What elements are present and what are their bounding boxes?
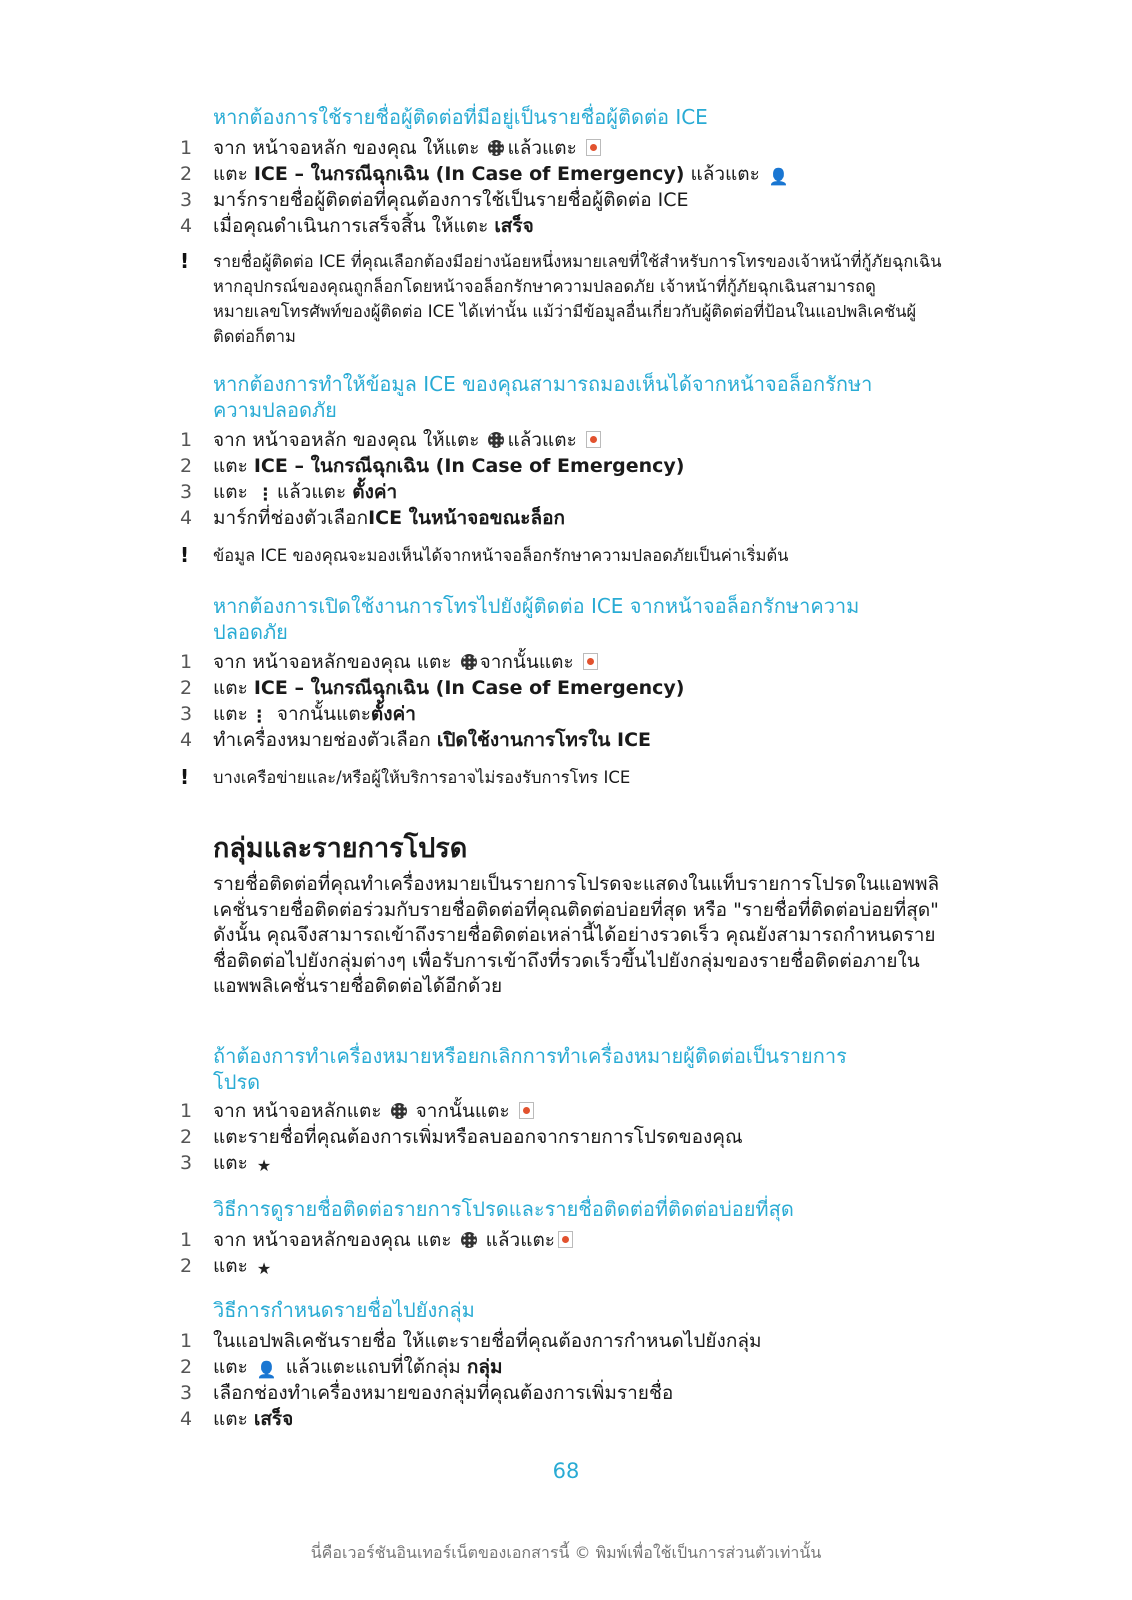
page-number: 68	[552, 1459, 580, 1483]
step-text-bold: ตั้งค่า	[352, 481, 398, 503]
step-text	[213, 727, 651, 753]
step-text-pre: มาร์กที่ช่องตัวเลือก	[213, 507, 369, 529]
step-text-bold: ICE – ในกรณีฉุกเฉิน (In Case of Emergency)	[253, 455, 685, 477]
step-text-bold: เปิดใช้งานการโทรใน ICE	[436, 729, 652, 751]
step-number: 1	[180, 651, 193, 673]
section2-heading	[213, 371, 953, 423]
step-text	[213, 161, 792, 190]
step-number: 2	[180, 677, 193, 699]
step-text-pre: แตะ	[213, 1255, 254, 1277]
warning-icon: !	[180, 543, 190, 567]
favorites-sub2-heading	[213, 1196, 953, 1222]
step-text	[213, 701, 416, 730]
step-text-pre: แตะ	[213, 163, 254, 185]
section1-heading-line1: หากต้องการใช้รายชื่อผู้ติดต่อที่มีอยู่เป็นรายชื่อผู้ติดต่อ ICE	[213, 105, 708, 129]
step-text	[213, 1150, 274, 1179]
step-number: 3	[180, 1152, 193, 1174]
step-text	[213, 1227, 576, 1253]
step-number: 4	[180, 507, 193, 529]
step-text-mid: จากนั้นแตะ	[409, 1100, 516, 1122]
contacts-app-icon	[583, 653, 598, 670]
step-text	[213, 453, 684, 479]
step-text	[213, 505, 565, 531]
favorites-paragraph: รายชื่อติดต่อที่คุณทำเครื่องหมายเป็นรายการโปรดจะแสดงในแท็บรายการโปรดในแอพพลิเคชั่นรายชื่อติดต่อร่วมกับรายชื่อติดต่อที่คุณติดต่อบ่อยที่สุด หรือ "รายชื่อที่ติดต่อบ่อยที่สุด" ดังนั้น คุณจึงสามารถเข้าถึงรายชื่อติดต่อเหล่านี้ได้อย่างรวดเร็ว คุณยังสามารถกำหนดรายชื่อติดต่อไปยังกลุ่มต่างๆ เพื่อรับการเข้าถึงที่รวดเร็วขึ้นไปยังกลุ่มของรายชื่อติดต่อภายในแอพพลิเคชั่นรายชื่อติดต่อได้อีกด้วย	[213, 873, 940, 997]
step-text-pre: แตะ	[213, 455, 254, 477]
sub2-heading-line1: วิธีการดูรายชื่อติดต่อรายการโปรดและรายชื่อติดต่อที่ติดต่อบ่อยที่สุด	[213, 1197, 794, 1221]
step-number: 2	[180, 163, 193, 185]
menu-dots-icon: ⋮	[256, 485, 274, 505]
note-text: บางเครือข่ายและ/หรือผู้ให้บริการอาจไม่รองรับการโทร ICE	[213, 768, 631, 787]
step-text-mid: แล้วแตะ	[479, 1229, 556, 1251]
step-number: 3	[180, 189, 193, 211]
step-number: 4	[180, 215, 193, 237]
sub1-heading-line2: โปรด	[213, 1070, 261, 1094]
section3-heading-line1: หากต้องการเปิดใช้งานการโทรไปยังผู้ติดต่อ ICE จากหน้าจอล็อกรักษาความ	[213, 594, 860, 618]
step-number: 4	[180, 1408, 193, 1430]
step-text-mid: แล้วแตะ	[507, 137, 583, 159]
step-text-mid: จากนั้นแตะ	[270, 703, 371, 725]
star-icon: ★	[256, 1259, 272, 1278]
step-text	[213, 427, 604, 453]
step-text	[213, 479, 397, 508]
step-number: 1	[180, 1100, 193, 1122]
step-number: 1	[180, 137, 193, 159]
step-number: 3	[180, 1382, 193, 1404]
sub1-heading-line1: ถ้าต้องการทำเครื่องหมายหรือยกเลิกการทำเครื่องหมายผู้ติดต่อเป็นรายการ	[213, 1044, 847, 1068]
section2-heading-line1: หากต้องการทำให้ข้อมูล ICE ของคุณสามารถมองเห็นได้จากหน้าจอล็อกรักษา	[213, 372, 873, 396]
step-number: 2	[180, 1255, 193, 1277]
contacts-app-icon	[586, 139, 601, 156]
step-number: 3	[180, 481, 193, 503]
sub3-heading-line1: วิธีการกำหนดรายชื่อไปยังกลุ่ม	[213, 1298, 475, 1322]
step-number: 1	[180, 1229, 193, 1251]
step-text-bold: ICE – ในกรณีฉุกเฉิน (In Case of Emergency)	[253, 677, 685, 699]
menu-dots-icon: ⋮	[250, 707, 268, 727]
step-number: 4	[180, 729, 193, 751]
step-text: เลือกช่องทำเครื่องหมายของกลุ่มที่คุณต้องการเพิ่มรายชื่อ	[213, 1382, 674, 1404]
step-text-pre: จาก หน้าจอหลัก ของคุณ ให้แตะ	[213, 429, 486, 451]
step-text-mid: จากนั้นแตะ	[479, 651, 580, 673]
step-text	[213, 675, 684, 701]
step-number: 1	[180, 1330, 193, 1352]
step-text-pre: จาก หน้าจอหลักของคุณ แตะ	[213, 1229, 458, 1251]
favorites-sub3-heading	[213, 1297, 953, 1323]
step-text-pre: แตะ	[213, 1152, 254, 1174]
step-text	[213, 1406, 293, 1432]
step-text-bold: เสร็จ	[494, 215, 534, 237]
warning-icon: !	[180, 765, 190, 789]
step-text-pre: แตะ	[213, 677, 254, 699]
step-text-pre: เมื่อคุณดำเนินการเสร็จสิ้น ให้แตะ	[213, 215, 495, 237]
step-text-pre: จาก หน้าจอหลักของคุณ แตะ	[213, 651, 458, 673]
add-person-icon: 👤	[768, 167, 789, 186]
contacts-app-icon	[586, 431, 601, 448]
page-footer: นี่คือเวอร์ชันอินเทอร์เน็ตของเอกสารนี้ © พิมพ์เพื่อใช้เป็นการส่วนตัวเท่านั้น	[310, 1543, 822, 1562]
apps-grid-icon	[488, 140, 504, 156]
add-person-icon: 👤	[256, 1360, 277, 1379]
step-text: แตะรายชื่อที่คุณต้องการเพิ่มหรือลบออกจากรายการโปรดของคุณ	[213, 1126, 743, 1148]
warning-icon: !	[180, 249, 190, 273]
step-text-mid: แล้วแตะ	[276, 481, 353, 503]
note-text: รายชื่อผู้ติดต่อ ICE ที่คุณเลือกต้องมีอย่างน้อยหนึ่งหมายเลขที่ใช้สำหรับการโทรของเจ้าหน้าที่กู้ภัยฉุกเฉิน หากอุปกรณ์ของคุณถูกล็อกโดยหน้าจอล็อกรักษาความปลอดภัย เจ้าหน้าที่กู้ภัยฉุกเฉินสามารถดูหมายเลขโทรศัพท์ของผู้ติดต่อ ICE ได้เท่านั้น แม้ว่ามีข้อมูลอื่นเกี่ยวกับผู้ติดต่อที่ป้อนในแอปพลิเคชันผู้ติดต่อก็ตาม	[213, 252, 942, 346]
contacts-app-icon	[558, 1231, 573, 1248]
step-text-pre: แตะ	[213, 481, 254, 503]
step-text-mid: แล้วแตะ	[507, 429, 583, 451]
step-text	[213, 1098, 537, 1124]
apps-grid-icon	[391, 1103, 407, 1119]
step-text: มาร์กรายชื่อผู้ติดต่อที่คุณต้องการใช้เป็นรายชื่อผู้ติดต่อ ICE	[213, 189, 689, 211]
step-text-pre: จาก หน้าจอหลัก ของคุณ ให้แตะ	[213, 137, 486, 159]
contacts-app-icon	[519, 1102, 534, 1119]
step-text	[213, 1354, 503, 1383]
step-text-bold: ตั้งค่า	[370, 703, 416, 725]
step-text-pre: แตะ	[213, 1408, 254, 1430]
step-number: 1	[180, 429, 193, 451]
step-text-pre: ทำเครื่องหมายช่องตัวเลือก	[213, 729, 437, 751]
step-text-pre: จาก หน้าจอหลักแตะ	[213, 1100, 388, 1122]
step-text-bold: ICE – ในกรณีฉุกเฉิน (In Case of Emergency)	[253, 163, 685, 185]
step-text-pre: แตะ	[213, 703, 248, 725]
section3-heading	[213, 593, 953, 645]
step-text-post: แล้วแตะ	[684, 163, 766, 185]
step-number: 3	[180, 703, 193, 725]
star-icon: ★	[256, 1156, 272, 1175]
step-text	[213, 135, 604, 161]
favorites-section-title: กลุ่มและรายการโปรด	[213, 833, 468, 864]
section3-heading-line2: ปลอดภัย	[213, 620, 288, 644]
step-text-bold: กลุ่ม	[466, 1356, 503, 1378]
favorites-sub1-heading	[213, 1043, 953, 1095]
step-text-bold: ICE ในหน้าจอขณะล็อก	[368, 507, 566, 529]
step-text	[213, 1253, 274, 1282]
step-text-pre: แตะ	[213, 1356, 254, 1378]
note-text: ข้อมูล ICE ของคุณจะมองเห็นได้จากหน้าจอล็อกรักษาความปลอดภัยเป็นค่าเริ่มต้น	[213, 546, 789, 565]
section1-heading	[213, 104, 953, 130]
step-text-bold: เสร็จ	[253, 1408, 294, 1430]
step-number: 2	[180, 1356, 193, 1378]
step-text-mid: แล้วแตะแถบที่ใต้กลุ่ม	[279, 1356, 467, 1378]
apps-grid-icon	[461, 1232, 477, 1248]
step-number: 2	[180, 1126, 193, 1148]
step-number: 2	[180, 455, 193, 477]
apps-grid-icon	[488, 432, 504, 448]
step-text	[213, 649, 601, 675]
step-text	[213, 213, 534, 239]
apps-grid-icon	[461, 654, 477, 670]
section2-heading-line2: ความปลอดภัย	[213, 398, 337, 422]
step-text: ในแอปพลิเคชันรายชื่อ ให้แตะรายชื่อที่คุณต้องการกำหนดไปยังกลุ่ม	[213, 1330, 762, 1352]
